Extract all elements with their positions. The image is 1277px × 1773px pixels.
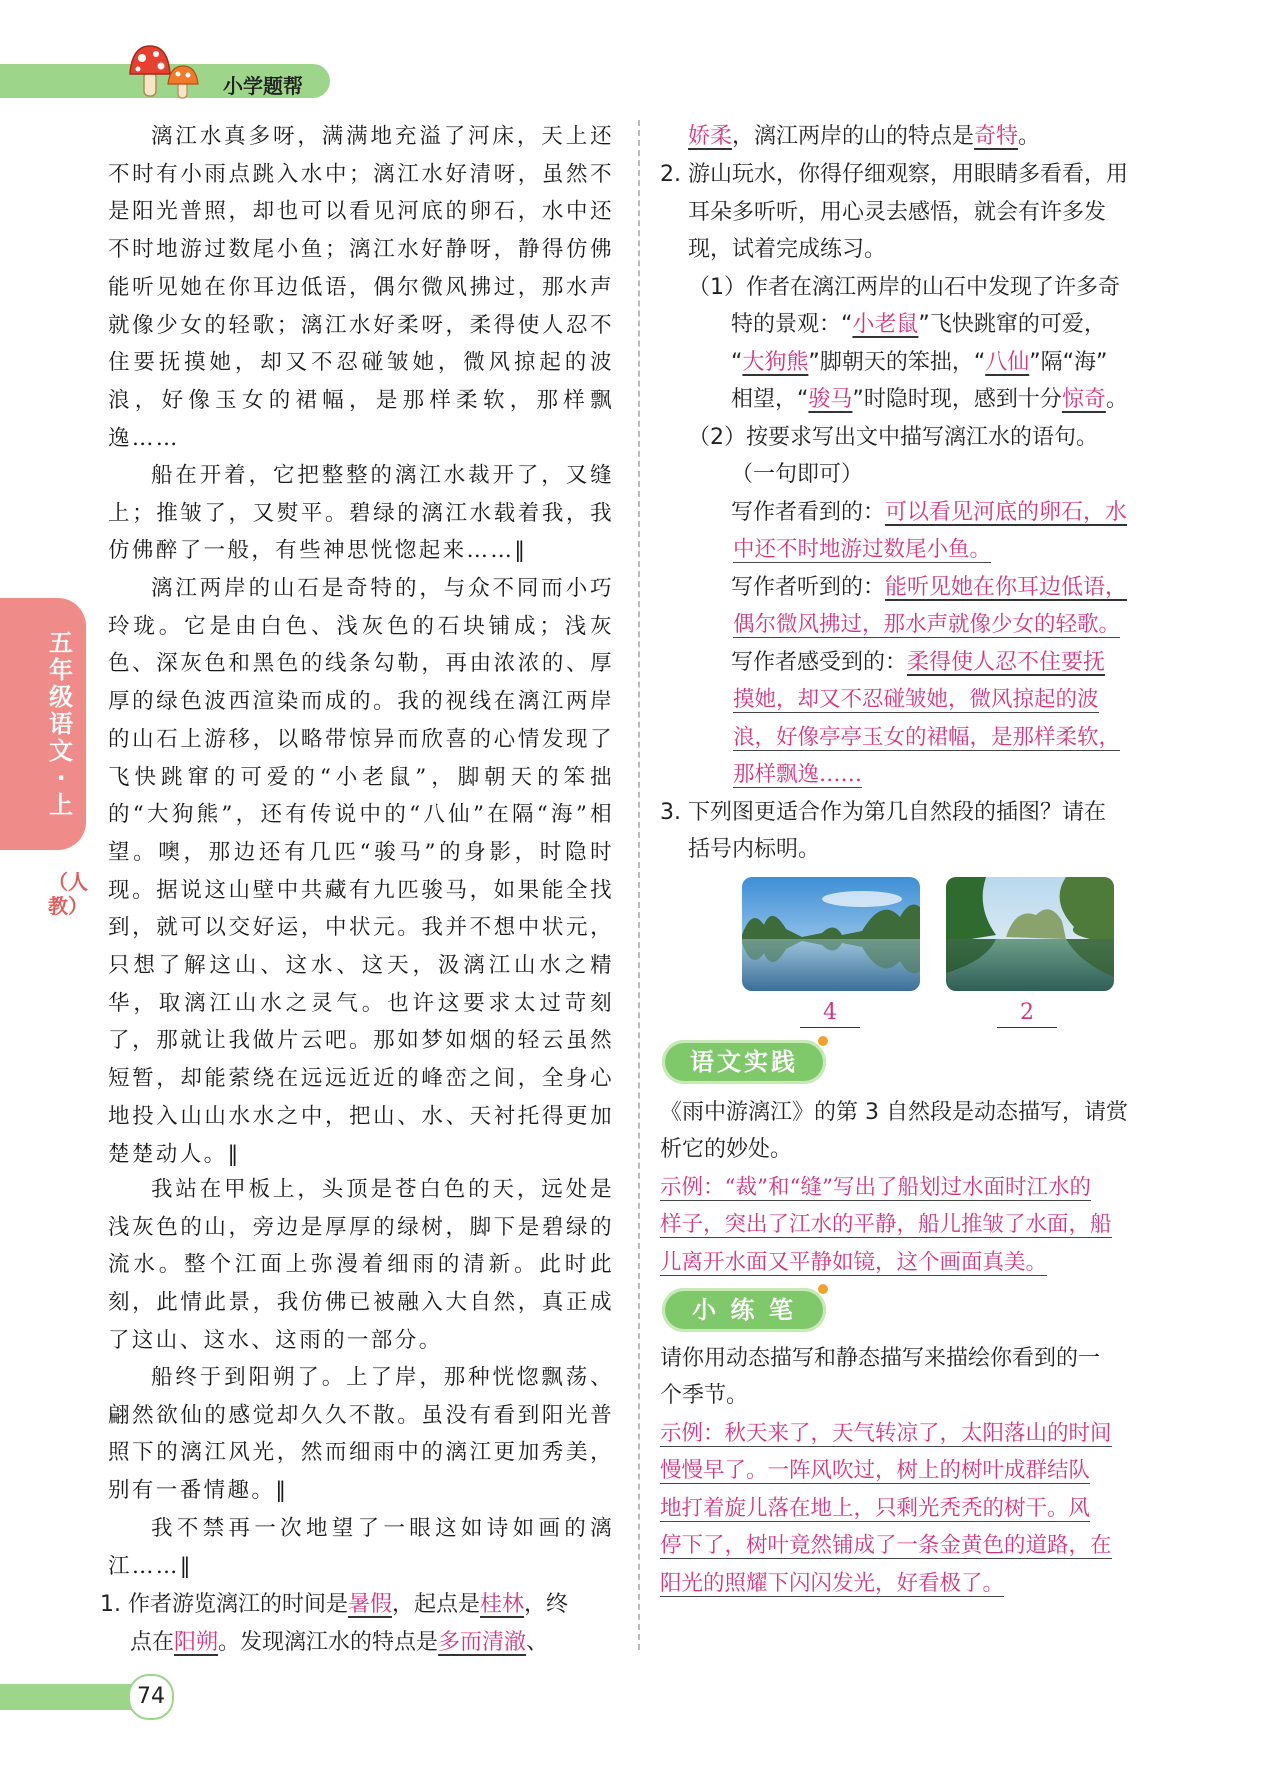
lijiang-photo-1	[742, 877, 920, 991]
answer-immortals: 八仙	[985, 350, 1030, 375]
question-1-line-3: 娇柔，漓江两岸的山的特点是奇特。	[688, 124, 1041, 149]
practice-question: 《雨中游漓江》的第 3 自然段是动态描写，请赏	[660, 1100, 1128, 1125]
brand-title: 小学题帮	[223, 74, 303, 98]
practice-answer: 儿离开水面又平静如镜，这个画面真美。	[660, 1250, 1048, 1275]
passage-paragraph: 漓江两岸的山石是奇特的，与众不同而小巧玲珑。它是由白色、浅灰色的石块铺成；浅灰色、深灰色和黑色的线条勾勒，再由浓浓的、厚厚的绿色波西渲染而成的。我的视线在漓江两岸的山石上游移，以略带惊异而欣喜的心情发现了飞快跳窜的可爱的“小老鼠”，脚朝天的笨拙的“大狗熊”，还有传说中的“八仙”在隔“海”相望。噢，那边还有几匹“骏马”的身影，时隐时现。据说这山壁中共藏有九匹骏马，如果能全找到，就可以交好运，中状元。我并不想中状元，只想了解这山、这水、这天，汲漓江山水之精华，取漓江山水之灵气。也许这要求太过苛刻了，那就让我做片云吧。那如梦如烟的轻云虽然短暂，却能萦绕在远远近近的峰峦之间，全身心地投入山山水水之中，把山、水、天衬托得更加楚楚动人。‖	[108, 576, 614, 1167]
question-1-line-1: 1. 作者游览漓江的时间是暑假，起点是桂林，终	[100, 1592, 569, 1617]
answer-horse: 骏马	[808, 387, 853, 412]
answer-feel-cont: 摸她，却又不忍碰皱她，微风掠起的波	[733, 687, 1099, 712]
footer-bar	[0, 1684, 142, 1710]
answer-time: 暑假	[347, 1592, 392, 1617]
feel-line: 写作者感受到的：柔得使人忍不住要抚	[731, 650, 1106, 675]
answer-start: 桂林	[480, 1592, 525, 1617]
writing-answer: 阳光的照耀下闪闪发光，好看极了。	[660, 1571, 1005, 1596]
writing-answer: 示例：秋天来了，天气转凉了，太阳落山的时间	[660, 1421, 1112, 1446]
answer-feel-cont: 浪，好像亭亭玉女的裙幅，是那样柔软，	[733, 725, 1121, 750]
mushroom-logo-icon	[128, 42, 208, 104]
answer-feeling: 惊奇	[1061, 387, 1106, 412]
practice-question: 析它的妙处。	[660, 1137, 793, 1162]
answer-bear: 大狗熊	[742, 350, 809, 375]
answer-hear-cont: 偶尔微风拂过，那水声就像少女的轻歌。	[733, 612, 1121, 637]
answer-hear: 能听见她在你耳边低语，	[885, 575, 1128, 600]
question-1-line-2: 点在阳朔。发现漓江水的特点是多而清澈、	[130, 1630, 549, 1655]
question-2-1-line: （1）作者在漓江两岸的山石中发现了许多奇	[688, 275, 1120, 300]
photo-1-answer: 4	[800, 1000, 860, 1028]
column-divider	[638, 120, 640, 1650]
section-writing-label: 小 练 笔	[662, 1288, 826, 1332]
answer-see-cont: 中还不时地游过数尾小鱼。	[733, 537, 992, 562]
question-2-2-line: （一句即可）	[731, 462, 864, 487]
grade-label: 五年级语文·上	[49, 629, 73, 819]
question-2-stem: 现，试着完成练习。	[688, 237, 887, 262]
answer-end: 阳朔	[174, 1630, 219, 1655]
passage-paragraph: 我不禁再一次地望了一眼这如诗如画的漓江……‖	[108, 1516, 614, 1579]
question-2-stem: 耳朵多听听，用心灵去感悟，就会有许多发	[688, 200, 1107, 225]
page-number: 74	[128, 1674, 174, 1720]
answer-mountain: 奇特	[974, 124, 1019, 149]
answer-water-2: 娇柔	[688, 124, 733, 149]
question-3-stem: 3. 下列图更适合作为第几自然段的插图？请在	[660, 800, 1106, 825]
passage-paragraph: 我站在甲板上，头顶是苍白色的天，远处是浅灰色的山，旁边是厚厚的绿树，脚下是碧绿的流水。整个江面上弥漫着细雨的清新。此时此刻，此情此景，我仿佛已被融入大自然，真正成了这山、这水、这雨的一部分。	[108, 1177, 614, 1353]
practice-answer: 示例：“裁”和“缝”写出了船划过水面时江水的	[660, 1175, 1091, 1200]
writing-question: 请你用动态描写和静态描写来描绘你看到的一	[660, 1346, 1101, 1371]
question-2-1-line: “大狗熊”脚朝天的笨拙，“八仙”隔“海”	[731, 350, 1108, 375]
writing-answer: 慢慢早了。一阵风吹过，树上的树叶成群结队	[660, 1458, 1091, 1483]
answer-feel-cont: 那样飘逸……	[733, 762, 863, 787]
hear-line: 写作者听到的：能听见她在你耳边低语，	[731, 575, 1128, 600]
passage-paragraph: 船终于到阳朔了。上了岸，那种恍惚飘荡、翩然欲仙的感觉却久久不散。虽没有看到阳光普照下的漓江风光，然而细雨中的漓江更加秀美，别有一番情趣。‖	[108, 1365, 614, 1504]
writing-question: 个季节。	[660, 1383, 749, 1408]
section-practice-label: 语文实践	[662, 1040, 826, 1084]
question-2-1-line: 相望，“骏马”时隐时现，感到十分惊奇。	[731, 387, 1128, 412]
question-3-stem: 括号内标明。	[688, 837, 821, 862]
section-dot	[818, 1036, 828, 1046]
photo-2-answer: 2	[997, 1000, 1057, 1028]
writing-answer: 地打着旋儿落在地上，只剩光秃秃的树干。风	[660, 1496, 1091, 1521]
question-2-stem: 2. 游山玩水，你得仔细观察，用眼睛多看看，用	[660, 162, 1128, 187]
answer-feel: 柔得使人忍不住要抚	[907, 650, 1106, 675]
see-line: 写作者看到的：可以看见河底的卵石，水	[731, 500, 1128, 525]
practice-answer: 样子，突出了江水的平静，船儿推皱了水面，船	[660, 1212, 1112, 1237]
publisher-label: （人教）	[48, 870, 88, 918]
answer-water: 多而清澈	[438, 1630, 527, 1655]
question-2-1-line: 特的景观：“小老鼠”飞快跳窜的可爱，	[731, 312, 1106, 337]
question-2-2-line: （2）按要求写出文中描写漓江水的语句。	[688, 425, 1098, 450]
passage-paragraph: 船在开着，它把整整的漓江水裁开了，又缝上；推皱了，又熨平。碧绿的漓江水载着我，我仿佛醉了一般，有些神思恍惚起来……‖	[108, 463, 614, 564]
section-dot	[818, 1284, 828, 1294]
answer-mouse: 小老鼠	[852, 312, 919, 337]
answer-see: 可以看见河底的卵石，水	[885, 500, 1128, 525]
writing-answer: 停下了，树叶竟然铺成了一条金黄色的道路，在	[660, 1533, 1112, 1558]
lijiang-photo-2	[946, 877, 1114, 991]
passage-paragraph: 漓江水真多呀，满满地充溢了河床，天上还不时有小雨点跳入水中；漓江水好清呀，虽然不是阳光普照，却也可以看见河底的卵石，水中还不时地游过数尾小鱼；漓江水好静呀，静得仿佛能听见她在你耳边低语，偶尔微风拂过，那水声就像少女的轻歌；漓江水好柔呀，柔得使人忍不住要抚摸她，却又不忍碰皱她，微风掠起的波浪，好像玉女的裙幅，是那样柔软，那样飘逸……	[108, 124, 614, 451]
